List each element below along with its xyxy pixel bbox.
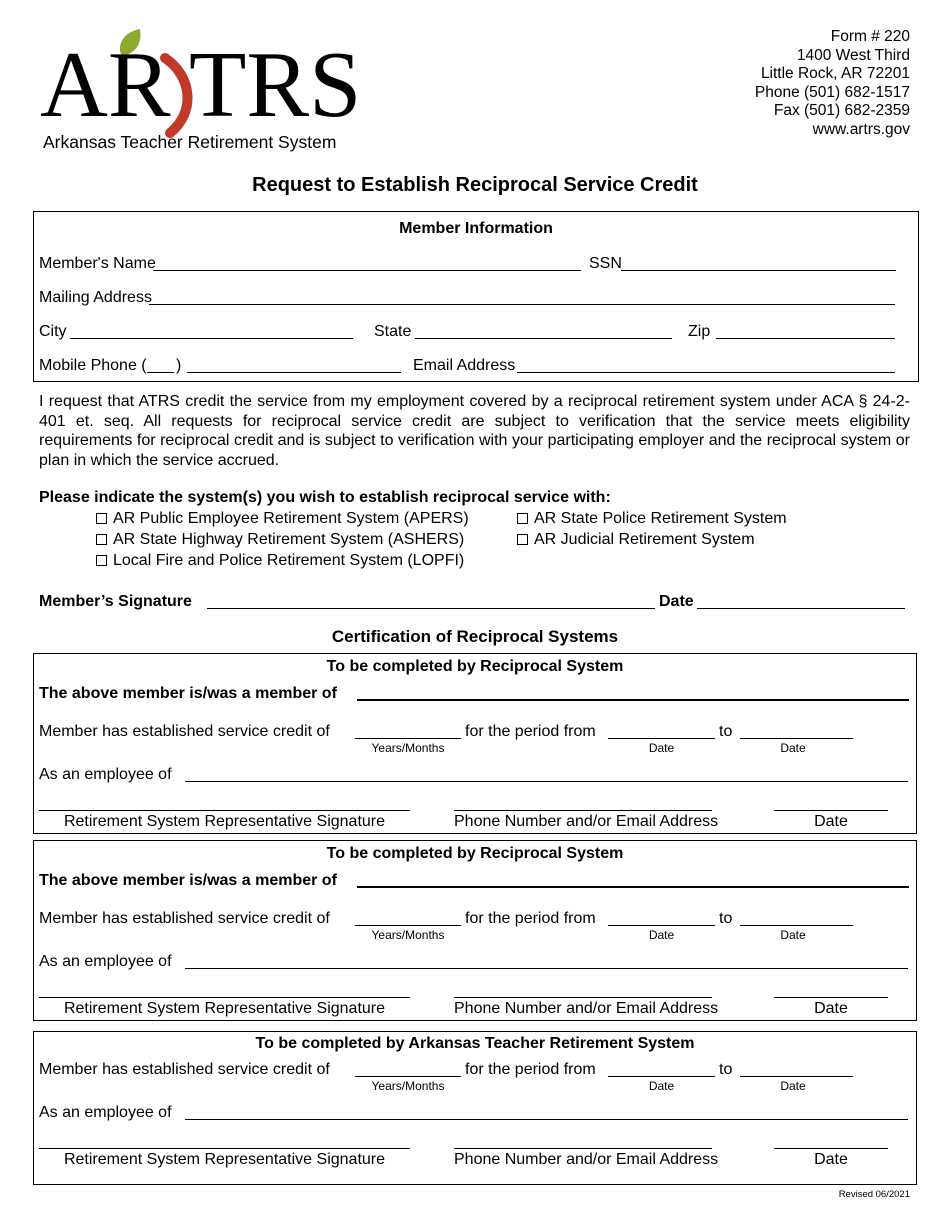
service-credit-label: Member has established service credit of: [39, 723, 330, 740]
date-caption: Date: [648, 1079, 675, 1093]
employee-of-label: As an employee of: [39, 1104, 172, 1121]
service-credit-field[interactable]: [355, 1076, 461, 1077]
member-signature-field[interactable]: [207, 608, 655, 609]
rep-signature-label: Retirement System Representative Signature: [63, 1151, 386, 1168]
system-option-state-police[interactable]: [517, 509, 787, 528]
date-caption: Date: [780, 741, 806, 755]
street-address: 1400 West Third: [796, 46, 910, 64]
service-credit-label: Member has established service credit of: [39, 1061, 330, 1078]
years-months-caption: Years/Months: [371, 1079, 445, 1093]
email-label: Email Address: [413, 357, 516, 374]
logo-letters-ar: AR: [40, 33, 171, 137]
rep-date-field[interactable]: [774, 810, 888, 811]
period-from-field[interactable]: [608, 738, 715, 739]
phone-number: Phone (501) 682-1517: [754, 83, 910, 101]
period-to-field[interactable]: [740, 1076, 853, 1077]
checkbox-ashers[interactable]: [96, 534, 107, 545]
mobile-phone-field[interactable]: [187, 372, 401, 373]
service-credit-field[interactable]: [355, 738, 461, 739]
checkbox-state-police[interactable]: [517, 513, 528, 524]
checkbox-lopfi[interactable]: [96, 555, 107, 566]
logo-letters-trs: TRS: [189, 33, 362, 137]
logo-tagline: Arkansas Teacher Retirement System: [43, 132, 337, 152]
zip-field[interactable]: [716, 338, 895, 339]
section-heading: To be completed by Reciprocal System: [326, 845, 624, 862]
system-option-judicial[interactable]: [517, 530, 755, 549]
fax-number: Fax (501) 682-2359: [773, 102, 910, 119]
state-field[interactable]: [415, 338, 672, 339]
rep-date-label: Date: [814, 1151, 848, 1168]
section-heading: To be completed by Arkansas Teacher Retirement System: [255, 1035, 695, 1052]
period-to-field[interactable]: [740, 738, 853, 739]
period-from-field[interactable]: [608, 1076, 715, 1077]
period-from-label: for the period from: [465, 1061, 596, 1078]
system-option-label: AR State Police Retirement System: [534, 510, 787, 527]
phone-email-field[interactable]: [454, 997, 712, 998]
state-label: State: [374, 323, 412, 340]
period-to-field[interactable]: [740, 925, 853, 926]
years-months-caption: Years/Months: [371, 741, 445, 755]
checkbox-judicial[interactable]: [517, 534, 528, 545]
page-title: Request to Establish Reciprocal Service Credit: [252, 174, 698, 196]
rep-signature-field[interactable]: [39, 997, 410, 998]
system-option-ashers[interactable]: [96, 530, 464, 549]
system-option-label: Local Fire and Police Retirement System (LOPFI): [113, 552, 465, 569]
phone-email-field[interactable]: [454, 810, 712, 811]
to-label: to: [719, 910, 733, 927]
ssn-field[interactable]: [621, 270, 896, 271]
rep-signature-field[interactable]: [39, 1148, 410, 1149]
employee-of-field[interactable]: [185, 1119, 908, 1120]
mailing-address-field[interactable]: [149, 304, 895, 305]
ssn-label: SSN: [589, 255, 622, 272]
request-paragraph: I request that ATRS credit the service from my employment covered by a reciprocal retirement system under ACA § 24-2-401 et. seq. All requests for reciprocal service credit are subject to verification that the service meets eligibility requirements for reciprocal credit and is subject to verification with your participating employer and the reciprocal system or plan in which the service accrued.: [39, 393, 910, 470]
employee-of-label: As an employee of: [39, 766, 172, 783]
section-heading: To be completed by Reciprocal System: [326, 658, 624, 675]
mobile-phone-label: Mobile Phone (: [39, 357, 147, 374]
artrs-logo: [40, 26, 365, 156]
system-option-lopfi[interactable]: [96, 551, 464, 570]
to-label: to: [719, 1061, 733, 1078]
rep-date-field[interactable]: [774, 997, 888, 998]
system-option-label: AR State Highway Retirement System (ASHERS): [113, 531, 465, 548]
rep-date-label: Date: [814, 813, 848, 830]
date-caption: Date: [648, 741, 675, 755]
rep-date-field[interactable]: [774, 1148, 888, 1149]
system-option-label: AR Judicial Retirement System: [534, 531, 755, 548]
rep-signature-label: Retirement System Representative Signature: [63, 813, 386, 830]
mobile-paren-close: ): [176, 357, 182, 374]
city-state-zip: Little Rock, AR 72201: [760, 65, 910, 82]
employee-of-label: As an employee of: [39, 953, 172, 970]
service-credit-label: Member has established service credit of: [39, 910, 330, 927]
employee-of-field[interactable]: [185, 968, 908, 969]
member-of-field[interactable]: [357, 699, 909, 701]
phone-email-label: Phone Number and/or Email Address: [454, 813, 719, 830]
systems-heading: Please indicate the system(s) you wish to establish reciprocal service with:: [39, 489, 611, 506]
system-option-label: AR Public Employee Retirement System (APERS): [113, 510, 469, 527]
rep-date-label: Date: [814, 1000, 848, 1017]
rep-signature-label: Retirement System Representative Signature: [63, 1000, 386, 1017]
area-code-field[interactable]: [147, 372, 174, 373]
member-name-label: Member's Name: [39, 255, 156, 272]
phone-email-label: Phone Number and/or Email Address: [454, 1000, 719, 1017]
rep-signature-field[interactable]: [39, 810, 410, 811]
city-label: City: [39, 323, 67, 340]
member-signature-label: Member’s Signature: [39, 593, 192, 610]
phone-email-label: Phone Number and/or Email Address: [454, 1151, 719, 1168]
date-caption: Date: [648, 928, 675, 942]
service-credit-field[interactable]: [355, 925, 461, 926]
member-info-heading: Member Information: [399, 220, 553, 237]
revised-date: Revised 06/2021: [838, 1189, 910, 1200]
member-of-label: The above member is/was a member of: [39, 685, 337, 702]
member-name-field[interactable]: [153, 270, 581, 271]
period-from-label: for the period from: [465, 910, 596, 927]
employee-of-field[interactable]: [185, 781, 908, 782]
zip-label: Zip: [688, 323, 711, 340]
mailing-address-label: Mailing Address: [39, 289, 152, 306]
form-number: Form # 220: [830, 28, 910, 45]
phone-email-field[interactable]: [454, 1148, 712, 1149]
checkbox-apers[interactable]: [96, 513, 107, 524]
years-months-caption: Years/Months: [371, 928, 445, 942]
signature-date-field[interactable]: [697, 608, 905, 609]
date-caption: Date: [780, 1079, 806, 1093]
period-from-label: for the period from: [465, 723, 596, 740]
date-caption: Date: [780, 928, 806, 942]
signature-date-label: Date: [659, 593, 694, 610]
period-from-field[interactable]: [608, 925, 715, 926]
member-of-label: The above member is/was a member of: [39, 872, 337, 889]
system-option-apers[interactable]: [96, 509, 469, 528]
address-block: [640, 28, 910, 139]
email-field[interactable]: [517, 372, 895, 373]
to-label: to: [719, 723, 733, 740]
website-link[interactable]: www.artrs.gov: [812, 120, 910, 138]
member-of-field[interactable]: [357, 886, 909, 888]
certification-heading: Certification of Reciprocal Systems: [331, 627, 619, 646]
city-field[interactable]: [70, 338, 353, 339]
